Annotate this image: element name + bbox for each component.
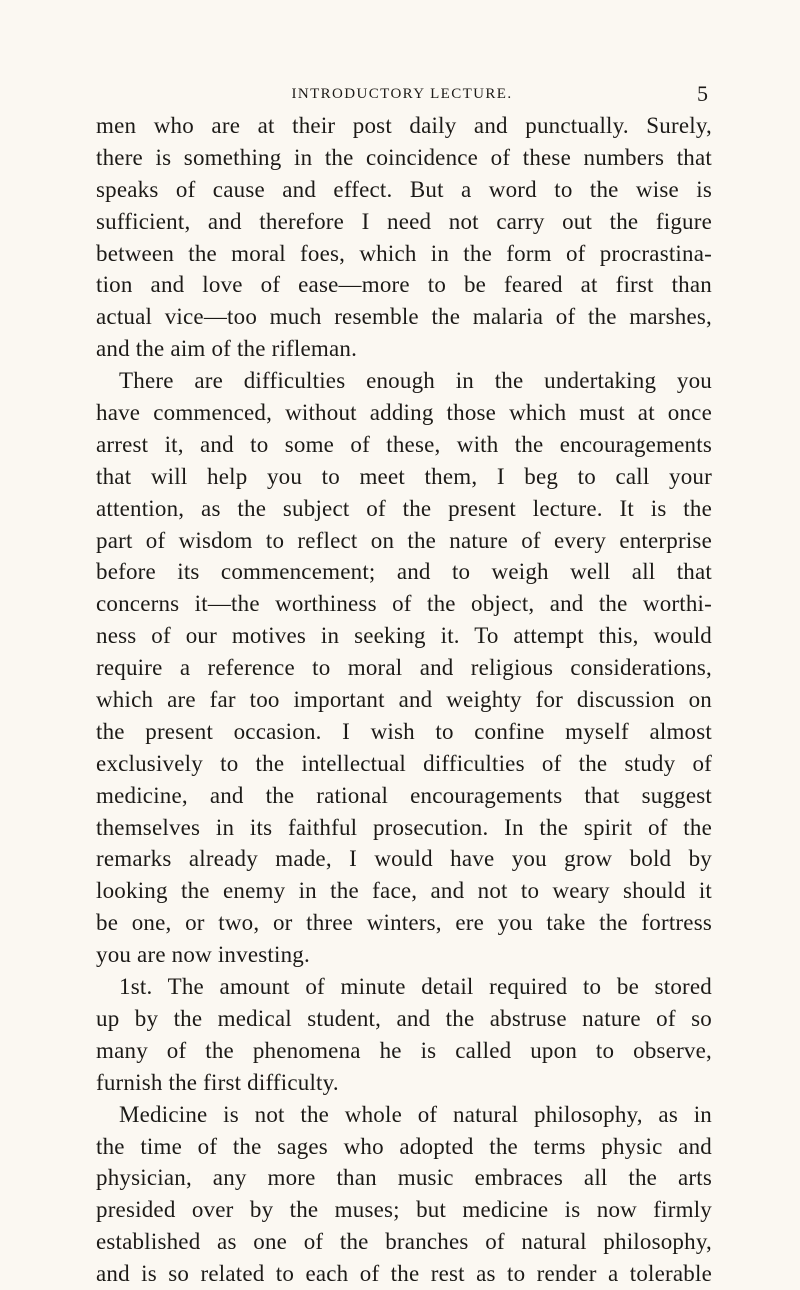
text-line: men who are at their post daily and punctually. Surely, <box>96 113 712 138</box>
text-line: many of the phenomena he is called upon to observe, <box>96 1037 712 1063</box>
text-line: and is so related to each of the rest as to render a tolerable <box>96 1261 712 1287</box>
text-line: there is something in the coincidence of these numbers that <box>96 144 712 170</box>
text-line: 1st. The amount of minute detail required to be stored <box>119 974 712 1000</box>
text-line: speaks of cause and effect. But a word to the wise is <box>96 176 712 202</box>
text-line: themselves in its faithful prosecution. In the spirit of the <box>96 814 712 840</box>
text-line: looking the enemy in the face, and not to weary should it <box>96 878 712 904</box>
text-line: exclusively to the intellectual difficulties of the study of <box>96 750 712 776</box>
text-line: presided over by the muses; but medicine is now firmly <box>96 1197 712 1223</box>
running-title: INTRODUCTORY LECTURE. <box>291 86 513 102</box>
text-line: established as one of the branches of natural philosophy, <box>96 1229 712 1255</box>
text-line: medicine, and the rational encouragements that suggest <box>96 782 712 808</box>
text-line: that will help you to meet them, I beg to call your <box>96 463 712 489</box>
text-line: tion and love of ease—more to be feared at first than <box>96 272 712 298</box>
text-line: Medicine is not the whole of natural philosophy, as in <box>119 1101 712 1127</box>
text-line: before its commencement; and to weigh well all that <box>96 559 712 585</box>
text-line: There are difficulties enough in the undertaking you <box>119 368 712 394</box>
running-head <box>96 82 708 106</box>
text-line: remarks already made, I would have you grow bold by <box>96 846 712 872</box>
text-line: arrest it, and to some of these, with the encouragements <box>96 431 712 457</box>
text-line: up by the medical student, and the abstruse nature of so <box>96 1005 712 1031</box>
text-line: have commenced, without adding those which must at once <box>96 400 712 426</box>
text-line: the present occasion. I wish to confine myself almost <box>96 718 712 744</box>
text-line: which are far too important and weighty for discussion on <box>96 687 712 713</box>
page-number: 5 <box>697 81 708 106</box>
text-line: actual vice—too much resemble the malaria of the marshes, <box>96 304 712 330</box>
text-line: require a reference to moral and religious considerations, <box>96 655 712 681</box>
text-line: between the moral foes, which in the form of procrastina- <box>96 240 712 266</box>
text-line: part of wisdom to reflect on the nature of every enterprise <box>96 527 712 553</box>
text-line: the time of the sages who adopted the terms physic and <box>96 1133 712 1159</box>
text-line: and the aim of the rifleman. <box>96 336 358 362</box>
text-line: you are now investing. <box>96 942 310 968</box>
text-line: furnish the first difficulty. <box>96 1069 339 1095</box>
text-line: physician, any more than music embraces all the arts <box>96 1165 712 1191</box>
text-line: sufficient, and therefore I need not carry out the figure <box>96 208 712 234</box>
text-line: be one, or two, or three winters, ere you take the fortress <box>96 910 712 936</box>
text-line: ness of our motives in seeking it. To attempt this, would <box>96 623 712 649</box>
text-line: attention, as the subject of the present lecture. It is the <box>96 495 712 521</box>
text-line: concerns it—the worthiness of the object, and the worthi- <box>96 591 712 617</box>
body-text <box>96 110 712 1290</box>
